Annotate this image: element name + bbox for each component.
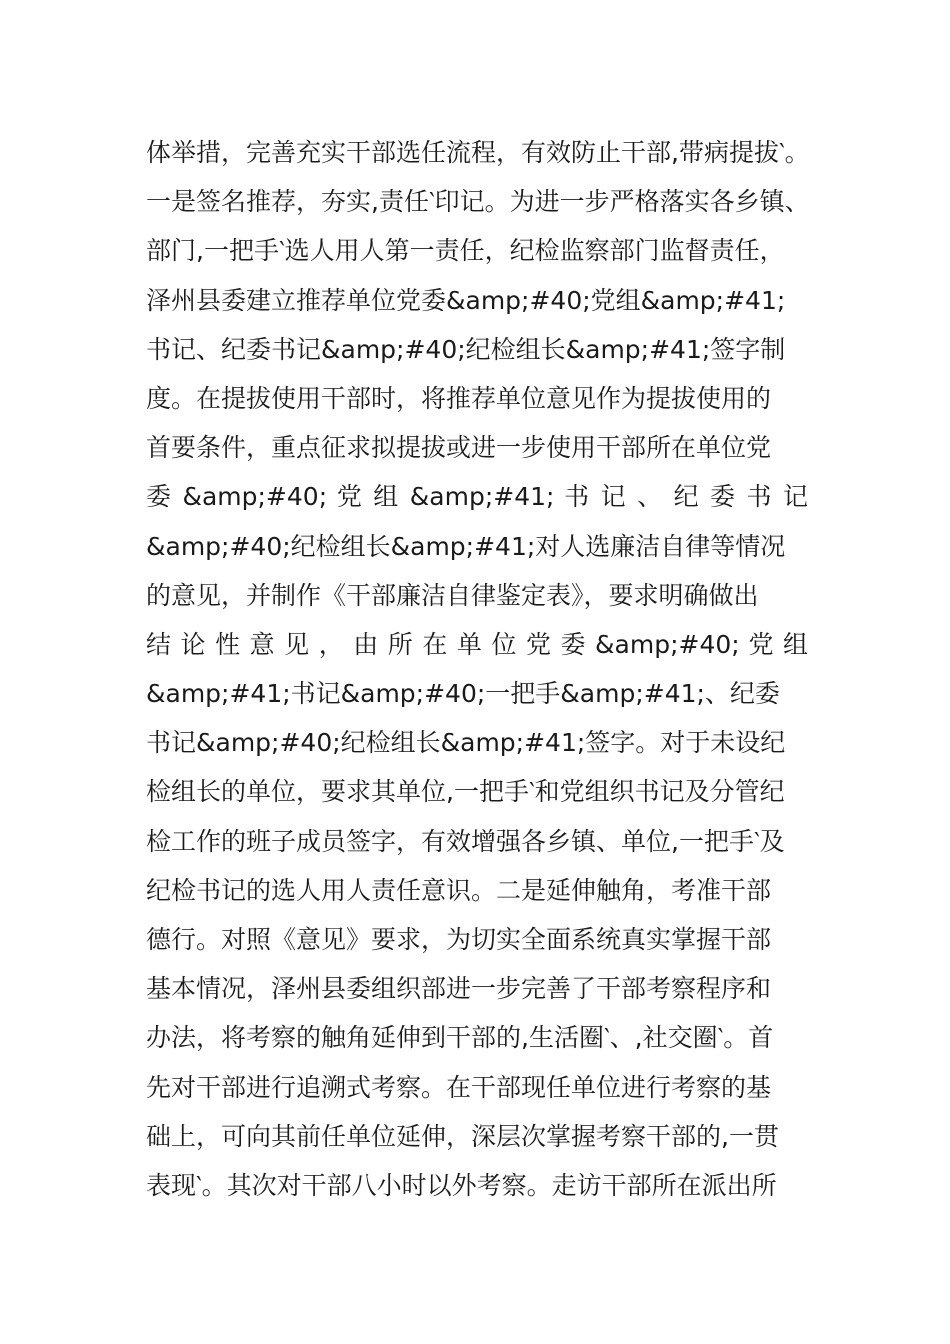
text-line: 结 论 性 意 见 ， 由 所 在 单 位 党 委 &amp;#40; 党 组 [146,629,808,659]
body-text [146,128,808,1210]
text-line: 德行。对照《意见》要求，为切实全面系统真实掌握干部 [146,925,772,954]
text-line: 度。在提拔使用干部时，将推荐单位意见作为提拔使用的 [146,383,772,413]
text-line: 的意见，并制作《干部廉洁自律鉴定表》，要求明确做出 [146,580,759,610]
text-line: 一是签名推荐，夯实,责任‵印记。为进一步严格落实各乡镇、 [146,187,810,217]
text-line: 础上，可向其前任单位延伸，深层次掌握考察干部的,一贯 [146,1121,779,1151]
text-line: 基本情况，泽州县委组织部进一步完善了干部考察程序和 [146,974,772,1004]
text-line: 纪检书记的选人用人责任意识。二是延伸触角，考准干部 [146,875,772,905]
text-line: 泽州县委建立推荐单位党委&amp;#40;党组&amp;#41; [146,285,786,315]
text-line: 先对干部进行追溯式考察。在干部现任单位进行考察的基 [146,1072,772,1102]
text-line: 书记、纪委书记&amp;#40;纪检组长&amp;#41;签字制 [146,334,786,364]
text-line: 表现‵。其次对干部八小时以外考察。走访干部所在派出所 [146,1170,777,1200]
text-line: 委 &amp;#40; 党 组 &amp;#41; 书 记 、 纪 委 书 记 [146,482,808,512]
text-line: 书记&amp;#40;纪检组长&amp;#41;签字。对于未设纪 [146,728,786,758]
text-line: 部门,一把手‵选人用人第一责任，纪检监察部门监督责任， [146,236,785,266]
text-line: 体举措，完善充实干部选任流程，有效防止干部,带病提拔‵。 [146,138,810,167]
text-line: &amp;#41;书记&amp;#40;一把手&amp;#41;、纪委 [146,679,780,709]
text-line: &amp;#40;纪检组长&amp;#41;对人选廉洁自律等情况 [146,531,786,561]
text-line: 首要条件，重点征求拟提拔或进一步使用干部所在单位党 [146,433,772,463]
text-line: 检组长的单位，要求其单位,一把手‵和党组织书记及分管纪 [146,777,785,807]
text-line: 办法，将考察的触角延伸到干部的,生活圈‵、,社交圈‵。首 [146,1023,774,1053]
text-line: 检工作的班子成员签字，有效增强各乡镇、单位,一把手‵及 [146,826,785,856]
